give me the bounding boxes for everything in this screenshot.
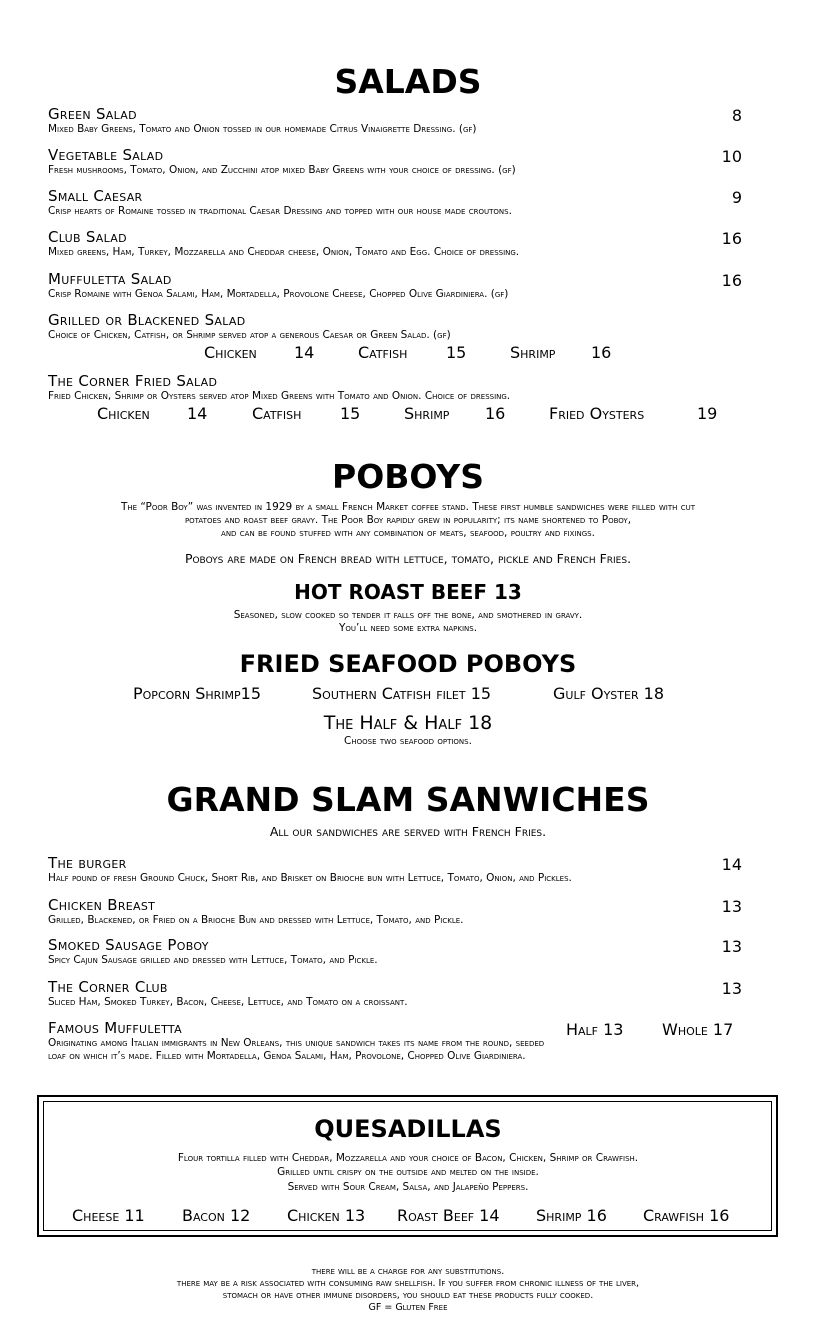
quesadilla-option: Roast Beef 14 <box>397 1206 500 1225</box>
roast-beef-title: HOT ROAST BEEF 13 <box>294 580 522 604</box>
item-name: The burger <box>48 854 127 872</box>
quesadilla-option: Chicken 13 <box>287 1206 366 1225</box>
item-price: 13 <box>721 937 742 956</box>
half-and-half-desc: Choose two seafood options. <box>344 735 472 747</box>
poboys-note: Poboys are made on French bread with lettuce, tomato, pickle and French Fries. <box>184 551 632 566</box>
item-description: Choice of Chicken, Catfish, or Shrimp served atop a generous Caesar or Green Salad. (gf) <box>48 329 451 341</box>
menu-item <box>48 937 742 967</box>
item-name: Green Salad <box>48 105 137 123</box>
item-price: 13 <box>721 897 742 916</box>
option-label: Chicken <box>97 404 150 423</box>
poboys-intro-line: The “Poor Boy” was invented in 1929 by a small French Market coffee stand. These first humble sandwiches were filled with cut <box>120 501 696 513</box>
seafood-option: Gulf Oyster 18 <box>553 684 665 703</box>
footer-line: there will be a charge for any substitutions. <box>311 1266 505 1277</box>
quesadilla-options <box>0 1206 816 1226</box>
item-name: Famous Muffuletta <box>48 1019 182 1037</box>
roast-beef-desc: Seasoned, slow cooked so tender it falls off the bone, and smothered in gravy. <box>233 609 583 621</box>
footer-line: GF = Gluten Free <box>368 1302 448 1313</box>
sandwiches-note: All our sandwiches are served with French Fries. <box>269 824 547 839</box>
item-description: Spicy Cajun Sausage grilled and dressed with Lettuce, Tomato, and Pickle. <box>48 954 378 966</box>
item-price: 16 <box>721 271 742 290</box>
quesadilla-option: Bacon 12 <box>182 1206 251 1225</box>
option-price: 15 <box>446 343 467 362</box>
menu-item <box>48 188 742 218</box>
seafood-poboys-heading: FRIED SEAFOOD POBOYS <box>239 650 577 678</box>
item-price: 10 <box>721 147 742 166</box>
item-name: Chicken Breast <box>48 896 156 914</box>
seafood-option: Popcorn Shrimp15 <box>133 684 262 703</box>
quesadillas-desc: Flour tortilla filled with Cheddar, Mozzarella and your choice of Bacon, Chicken, Shrimp or Crawfish. <box>177 1152 639 1164</box>
item-name: Small Caesar <box>48 187 143 205</box>
menu-item-muffuletta <box>48 1020 742 1063</box>
item-name: The Corner Fried Salad <box>48 372 218 390</box>
option-price: 16 <box>485 404 506 423</box>
option-price: 15 <box>340 404 361 423</box>
menu-item <box>48 147 742 177</box>
menu-item <box>48 979 742 1009</box>
item-price: 8 <box>731 106 742 125</box>
poboys-heading: POBOYS <box>332 457 484 496</box>
option-price: 19 <box>697 404 718 423</box>
sandwiches-heading: GRAND SLAM SANWICHES <box>166 780 650 819</box>
item-description: Crisp Romaine with Genoa Salami, Ham, Mortadella, Provolone Cheese, Chopped Olive Giardiniera. (gf) <box>48 288 509 300</box>
salads-heading: SALADS <box>334 62 482 101</box>
menu-item <box>48 106 742 136</box>
menu-item <box>48 855 742 885</box>
option-label: Catfish <box>252 404 302 423</box>
item-name: Grilled or Blackened Salad <box>48 311 246 329</box>
item-name: Vegetable Salad <box>48 146 164 164</box>
item-description: Grilled, Blackened, or Fried on a Brioche Bun and dressed with Lettuce, Tomato, and Pickle. <box>48 914 464 926</box>
item-description: Half pound of fresh Ground Chuck, Short Rib, and Brisket on Brioche bun with Lettuce, Tomato, Onion, and Pickles. <box>48 872 572 884</box>
poboys-intro-line: and can be found stuffed with any combination of meats, seafood, poultry and fixings. <box>221 527 595 539</box>
quesadillas-desc: Grilled until crispy on the outside and melted on the inside. <box>277 1166 539 1178</box>
menu-item <box>48 229 742 259</box>
quesadilla-option: Crawfish 16 <box>643 1206 730 1225</box>
item-name: Muffuletta Salad <box>48 270 172 288</box>
menu-item <box>48 897 742 927</box>
option-label: Catfish <box>358 343 408 362</box>
item-name: Club Salad <box>48 228 127 246</box>
item-description: Mixed greens, Ham, Turkey, Mozzarella and Cheddar cheese, Onion, Tomato and Egg. Choice of dressing. <box>48 246 520 258</box>
seafood-options <box>0 684 816 704</box>
item-description: Mixed Baby Greens, Tomato and Onion tossed in our homemade Citrus Vinaigrette Dressing. (gf) <box>48 123 477 135</box>
footer-line: stomach or have other immune disorders, you should eat these products fully cooked. <box>222 1290 594 1301</box>
seafood-option: Southern Catfish filet 15 <box>312 684 492 703</box>
menu-item <box>48 312 742 342</box>
item-description: Fresh mushrooms, Tomato, Onion, and Zucchini atop mixed Baby Greens with your choice of dressing. (gf) <box>48 164 516 176</box>
fried-options <box>0 404 816 424</box>
quesadilla-option: Shrimp 16 <box>536 1206 607 1225</box>
item-price: 16 <box>721 229 742 248</box>
poboys-intro-line: potatoes and roast beef gravy. The Poor Boy rapidly grew in popularity; its name shortened to Poboy, <box>184 514 632 526</box>
footer-line: there may be a risk associated with consuming raw shellfish. If you suffer from chronic illness of the liver, <box>176 1278 640 1289</box>
roast-beef-desc: You’ll need some extra napkins. <box>338 622 478 634</box>
half-price: Half 13 <box>566 1020 624 1039</box>
item-name: Smoked Sausage Poboy <box>48 936 209 954</box>
quesadillas-desc: Served with Sour Cream, Salsa, and Jalapeño Peppers. <box>287 1181 529 1193</box>
option-price: 16 <box>591 343 612 362</box>
item-description: Sliced Ham, Smoked Turkey, Bacon, Cheese, Lettuce, and Tomato on a croissant. <box>48 996 408 1008</box>
quesadilla-option: Cheese 11 <box>72 1206 145 1225</box>
whole-price: Whole 17 <box>662 1020 734 1039</box>
grilled-options <box>0 343 816 363</box>
item-description: Crisp hearts of Romaine tossed in traditional Caesar Dressing and topped with our house made croutons. <box>48 205 512 217</box>
item-price: 13 <box>721 979 742 998</box>
option-label: Shrimp <box>404 404 450 423</box>
option-label: Shrimp <box>510 343 556 362</box>
menu-item <box>48 373 742 403</box>
item-description: Originating among Italian immigrants in New Orleans, this unique sandwich takes its name from the round, seeded <box>48 1037 545 1049</box>
half-and-half-title: The Half & Half 18 <box>323 712 493 734</box>
option-label: Fried Oysters <box>549 404 645 423</box>
option-price: 14 <box>187 404 208 423</box>
item-description: loaf on which it’s made. Filled with Mortadella, Genoa Salami, Ham, Provolone, Chopped Olive Giardiniera. <box>48 1050 526 1062</box>
item-name: The Corner Club <box>48 978 168 996</box>
item-price: 14 <box>721 855 742 874</box>
menu-item <box>48 271 742 301</box>
quesadillas-heading: QUESADILLAS <box>314 1115 502 1143</box>
item-price: 9 <box>731 188 742 207</box>
item-description: Fried Chicken, Shrimp or Oysters served atop Mixed Greens with Tomato and Onion. Choice of dressing. <box>48 390 511 402</box>
option-label: Chicken <box>204 343 257 362</box>
option-price: 14 <box>294 343 315 362</box>
